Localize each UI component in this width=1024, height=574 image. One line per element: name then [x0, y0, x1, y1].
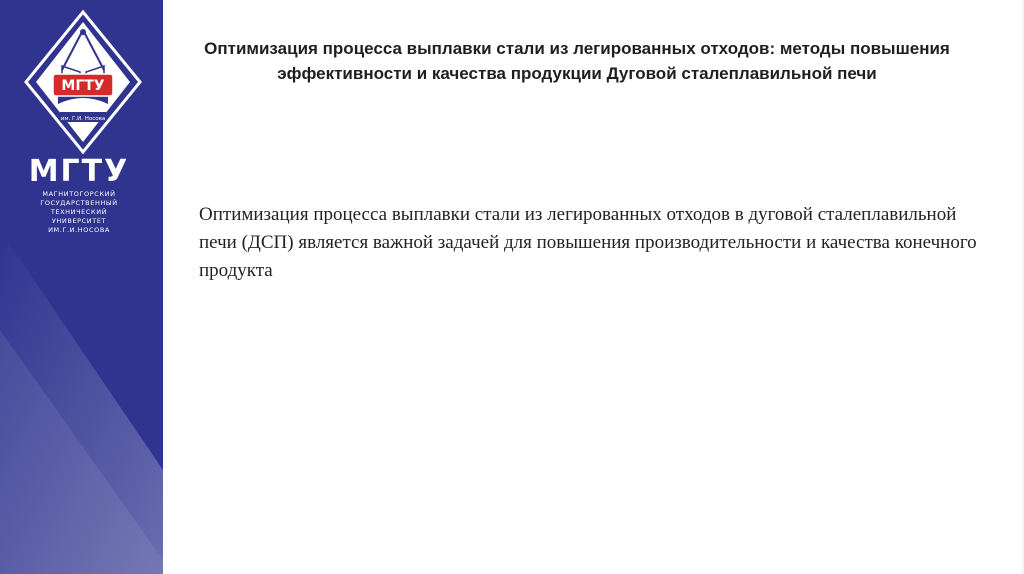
brand-name: МГТУ [28, 154, 130, 189]
brand-line: ТЕХНИЧЕСКИЙ [50, 208, 108, 216]
brand-line: МАГНИТОГОРСКИЙ [42, 190, 116, 198]
brand-line: ИМ.Г.И.НОСОВА [48, 226, 110, 234]
logo-ribbon-text: им. Г.И. Носова [60, 116, 106, 122]
slide-title: Оптимизация процесса выплавки стали из легированных отходов: методы повышения эффективности и качества продукции Дуговой сталеплавильной печи [204, 39, 950, 83]
slide-body-text: Оптимизация процесса выплавки стали из легированных отходов в дуговой сталеплавильной печи (ДСП) является важной задачей для повышения производительности и качества конечного продукта [199, 204, 977, 281]
brand-subtitle [0, 190, 158, 235]
logo-badge-text: МГТУ [61, 78, 105, 94]
sidebar-panel [0, 0, 163, 574]
brand-line: УНИВЕРСИТЕТ [51, 217, 107, 225]
university-logo [22, 8, 144, 156]
brand-line: ГОСУДАРСТВЕННЫЙ [40, 199, 118, 207]
